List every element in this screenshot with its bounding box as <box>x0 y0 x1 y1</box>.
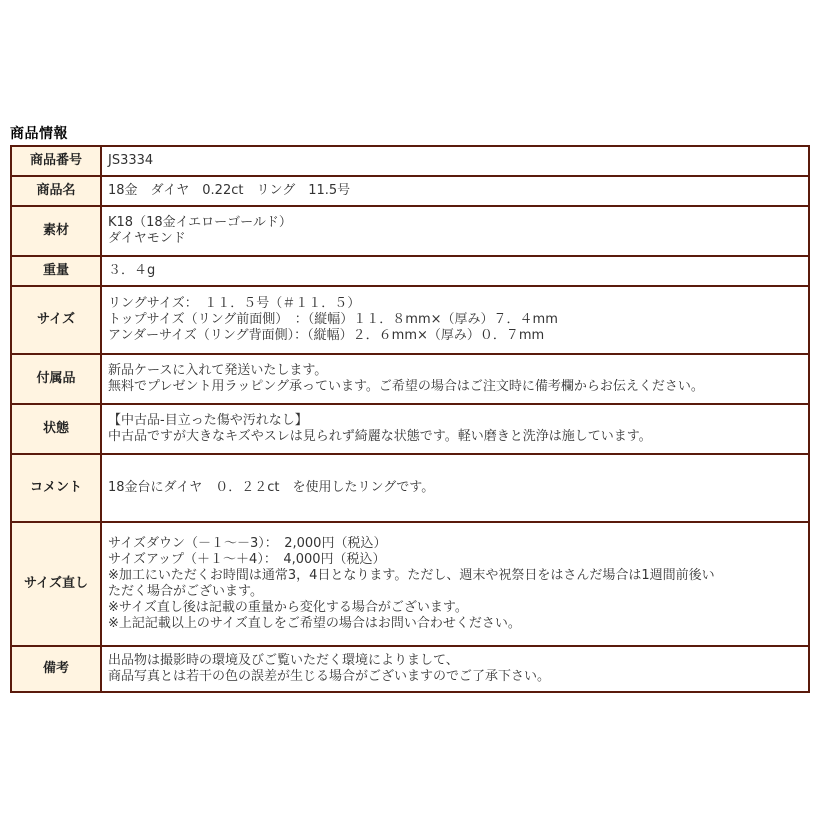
value-line: 新品ケースに入れて発送いたします。 <box>108 363 328 378</box>
table-row-notes <box>11 646 809 692</box>
value-line: 無料でプレゼント用ラッピング承っています。ご希望の場合はご注文時に備考欄からお伝えください。 <box>108 379 704 394</box>
value-line: 商品写真とは若干の色の誤差が生じる場合がございますのでご了承下さい。 <box>108 669 551 684</box>
product-info-table <box>10 145 810 693</box>
table-row-product-number <box>11 146 809 176</box>
value-line: サイズダウン（－１～－3）： 2,000円（税込） <box>108 536 387 551</box>
value-material <box>101 206 809 256</box>
value-line: 18金 ダイヤ 0.22ct リング 11.5号 <box>108 183 351 198</box>
value-line: ３．４g <box>108 263 156 278</box>
section-title: 商品情報 <box>10 126 68 142</box>
value-line: 出品物は撮影時の環境及びご覧いただく環境によりまして、 <box>108 653 459 668</box>
table-row-weight <box>11 256 809 286</box>
value-line: ※サイズ直し後は記載の重量から変化する場合がございます。 <box>108 600 468 615</box>
table-row-accessories <box>11 354 809 404</box>
value-product-number <box>101 146 809 176</box>
value-accessories <box>101 354 809 404</box>
value-line: ダイヤモンド <box>108 231 186 246</box>
value-line: ただく場合がございます。 <box>108 584 263 599</box>
value-notes <box>101 646 809 692</box>
table-row-condition <box>11 404 809 454</box>
label-product-name: 商品名 <box>11 176 101 206</box>
value-condition <box>101 404 809 454</box>
value-comment <box>101 454 809 522</box>
label-accessories: 付属品 <box>11 354 101 404</box>
value-line: トップサイズ（リング前面側） ：（縦幅）１１．８mm×（厚み）７．４mm <box>108 312 558 327</box>
value-line: ※加工にいただくお時間は通常3，4日となります。ただし、週末や祝祭日をはさんだ場合は1週間前後い <box>108 568 715 583</box>
label-weight: 重量 <box>11 256 101 286</box>
value-size <box>101 286 809 354</box>
label-size: サイズ <box>11 286 101 354</box>
value-resize <box>101 522 809 646</box>
table-row-material <box>11 206 809 256</box>
table-row-comment <box>11 454 809 522</box>
value-line: JS3334 <box>108 153 154 168</box>
table-row-size <box>11 286 809 354</box>
label-notes: 備考 <box>11 646 101 692</box>
table-row-product-name <box>11 176 809 206</box>
label-resize: サイズ直し <box>11 522 101 646</box>
value-line: ※上記記載以上のサイズ直しをご希望の場合はお問い合わせください。 <box>108 616 521 631</box>
label-comment: コメント <box>11 454 101 522</box>
value-line: サイズアップ（＋１～＋4）： 4,000円（税込） <box>108 552 386 567</box>
value-weight <box>101 256 809 286</box>
value-line: アンダーサイズ（リング背面側）：（縦幅）２．６mm×（厚み）０．７mm <box>108 328 545 343</box>
value-line: 中古品ですが大きなキズやスレは見られず綺麗な状態です。軽い磨きと洗浄は施しています。 <box>108 429 652 444</box>
value-line: 18金台にダイヤ ０．２２ct を使用したリングです。 <box>108 480 435 495</box>
value-line: リングサイズ： １１．５号（＃１１．５） <box>108 296 361 311</box>
table-row-resize <box>11 522 809 646</box>
value-product-name <box>101 176 809 206</box>
value-line: 【中古品-目立った傷や汚れなし】 <box>108 413 308 428</box>
value-line: K18（18金イエローゴールド） <box>108 215 292 230</box>
label-condition: 状態 <box>11 404 101 454</box>
label-product-number: 商品番号 <box>11 146 101 176</box>
label-material: 素材 <box>11 206 101 256</box>
